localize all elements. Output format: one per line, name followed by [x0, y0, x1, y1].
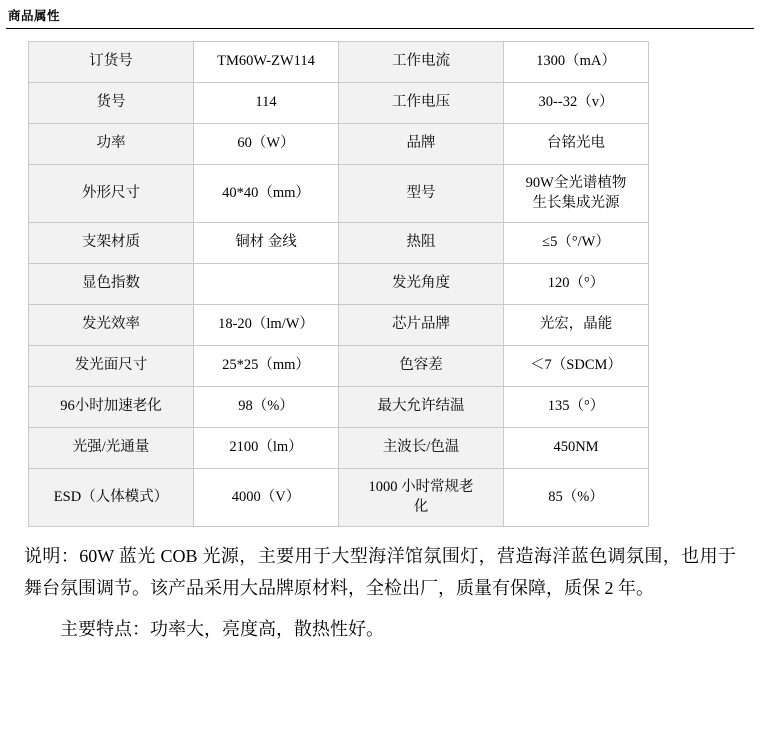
- table-row: [29, 165, 649, 223]
- attr-value-left: 60（W）: [194, 124, 339, 165]
- attr-label-right: 发光角度: [339, 264, 504, 305]
- description-paragraph-1: 说明：60W 蓝光 COB 光源，主要用于大型海洋馆氛围灯，营造海洋蓝色调氛围，也用于舞台氛围调节。该产品采用大品牌原材料，全检出厂，质量有保障，质保 2 年。: [24, 546, 736, 598]
- table-row: [29, 42, 649, 83]
- attr-label-right: 色容差: [339, 346, 504, 387]
- page-title: 商品属性: [8, 9, 61, 23]
- table-row: [29, 83, 649, 124]
- attr-value-left: 铜材 金线: [194, 223, 339, 264]
- attr-label-left: 支架材质: [29, 223, 194, 264]
- attr-value-left: 18-20（lm/W）: [194, 305, 339, 346]
- attr-value-right: 光宏，晶能: [504, 305, 649, 346]
- attributes-table: [28, 41, 649, 527]
- table-row: [29, 124, 649, 165]
- attr-label-left: 显色指数: [29, 264, 194, 305]
- attr-value-right: ＜7（SDCM）: [504, 346, 649, 387]
- attr-value-left: 2100（lm）: [194, 428, 339, 469]
- attr-value-left: 25*25（mm）: [194, 346, 339, 387]
- attr-value-right: 30--32（v）: [504, 83, 649, 124]
- attr-value-right: 120（°）: [504, 264, 649, 305]
- table-row: [29, 346, 649, 387]
- attr-label-left: 订货号: [29, 42, 194, 83]
- table-row: [29, 469, 649, 527]
- attr-label-left: 96小时加速老化: [29, 387, 194, 428]
- attributes-table-wrapper: [28, 41, 738, 527]
- table-row: [29, 223, 649, 264]
- attr-value-right: 135（°）: [504, 387, 649, 428]
- attr-label-right: 工作电流: [339, 42, 504, 83]
- attr-label-right: 最大允许结温: [339, 387, 504, 428]
- attr-label-left: 外形尺寸: [29, 165, 194, 223]
- attr-value-left: [194, 264, 339, 305]
- attr-label-right: 工作电压: [339, 83, 504, 124]
- table-row: [29, 387, 649, 428]
- table-row: [29, 305, 649, 346]
- attr-value-right: 90W全光谱植物 生长集成光源: [504, 165, 649, 223]
- attr-value-right: 1300（mA）: [504, 42, 649, 83]
- description-block: [24, 541, 736, 646]
- attr-value-left: 40*40（mm）: [194, 165, 339, 223]
- attr-value-right: 85（%）: [504, 469, 649, 527]
- title-divider: [6, 28, 754, 29]
- description-paragraph-2: 主要特点：功率大，亮度高，散热性好。: [60, 619, 384, 639]
- attr-label-left: 发光效率: [29, 305, 194, 346]
- attr-label-left: 功率: [29, 124, 194, 165]
- attr-value-left: 4000（V）: [194, 469, 339, 527]
- table-row: [29, 264, 649, 305]
- attr-label-right: 热阻: [339, 223, 504, 264]
- attr-value-left: TM60W-ZW114: [194, 42, 339, 83]
- attr-value-right: ≤5（°/W）: [504, 223, 649, 264]
- attr-label-right: 1000 小时常规老 化: [339, 469, 504, 527]
- attr-label-left: 货号: [29, 83, 194, 124]
- attr-label-right: 型号: [339, 165, 504, 223]
- attr-label-right: 主波长/色温: [339, 428, 504, 469]
- attr-label-left: 光强/光通量: [29, 428, 194, 469]
- attr-label-right: 品牌: [339, 124, 504, 165]
- attr-value-right: 450NM: [504, 428, 649, 469]
- attr-label-left: 发光面尺寸: [29, 346, 194, 387]
- attr-label-right: 芯片品牌: [339, 305, 504, 346]
- attr-value-right: 台铭光电: [504, 124, 649, 165]
- attr-value-left: 114: [194, 83, 339, 124]
- table-row: [29, 428, 649, 469]
- attr-label-left: ESD（人体模式）: [29, 469, 194, 527]
- attr-value-left: 98（%）: [194, 387, 339, 428]
